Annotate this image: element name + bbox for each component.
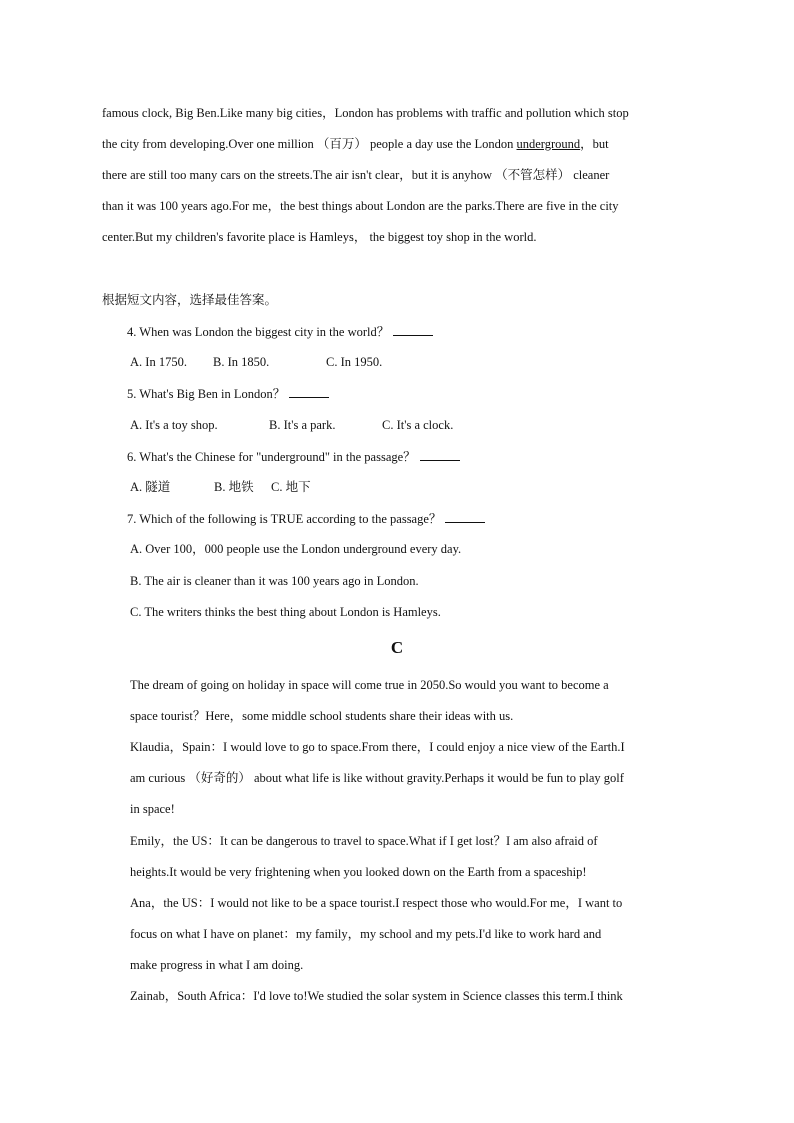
section-heading: C [390,638,404,657]
passage-line: than it was 100 years ago.For me，the best things about London are the parks.There are five in the city [102,199,619,213]
passage-line: there are still too many cars on the streets.The air isn't clear，but it is anyhow （不管怎样） cleaner [102,168,610,182]
question-4 [127,323,433,340]
passage-line [102,136,609,152]
option-c[interactable]: C. It's a clock. [382,418,454,432]
option-a[interactable]: A. It's a toy shop. [130,418,218,432]
question-7 [127,510,485,527]
answer-blank[interactable] [393,323,433,336]
passage-line: heights.It would be very frightening when you looked down on the Earth from a spaceship! [130,865,587,879]
underlined-word: underground [516,137,581,151]
answer-blank[interactable] [289,385,329,398]
option-a[interactable]: A. In 1750. [130,355,187,369]
passage-text: ，but [580,137,609,151]
passage-line: famous clock, Big Ben.Like many big cities，London has problems with traffic and pollution which stop [102,106,629,120]
options-6 [130,479,311,495]
passage-line: Ana，the US：I would not like to be a space tourist.I respect those who would.For me，I want to [130,896,623,910]
option-c[interactable]: C. In 1950. [326,355,383,369]
question-text: 4. When was London the biggest city in the world？ [127,325,390,339]
passage-line: focus on what I have on planet：my family，my school and my pets.I'd like to work hard and [130,927,602,941]
option-a[interactable]: A. 隧道 [130,480,171,494]
instruction: 根据短文内容，选择最佳答案。 [102,293,278,307]
passage-line: center.But my children's favorite place is Hamleys， the biggest toy shop in the world. [102,230,537,244]
question-text: 6. What's the Chinese for "underground" in the passage？ [127,450,416,464]
passage-line: in space! [130,802,175,816]
passage-text: the city from developing.Over one million （百万） people a day use the London [102,137,517,151]
option-b[interactable]: B. In 1850. [213,355,270,369]
option-b[interactable]: B. It's a park. [269,418,336,432]
option-c[interactable]: C. 地下 [271,480,311,494]
options-4 [130,354,382,370]
passage-line: The dream of going on holiday in space will come true in 2050.So would you want to become a [130,678,609,692]
option-b[interactable]: B. The air is cleaner than it was 100 years ago in London. [130,574,419,588]
answer-blank[interactable] [445,510,485,523]
option-a[interactable]: A. Over 100，000 people use the London underground every day. [130,542,462,556]
option-c[interactable]: C. The writers thinks the best thing about London is Hamleys. [130,605,441,619]
passage-line: am curious （好奇的） about what life is like without gravity.Perhaps it would be fun to play golf [130,771,624,785]
question-5 [127,385,329,402]
passage-line: Emily，the US：It can be dangerous to travel to space.What if I get lost？I am also afraid of [130,834,598,848]
passage-line: space tourist？Here，some middle school students share their ideas with us. [130,709,514,723]
option-b[interactable]: B. 地铁 [214,480,254,494]
question-6 [127,448,460,465]
passage-line: make progress in what I am doing. [130,958,304,972]
passage-line: Zainab，South Africa：I'd love to!We studied the solar system in Science classes this term.I think [130,989,623,1003]
options-5 [130,417,453,433]
passage-line: Klaudia，Spain：I would love to go to space.From there，I could enjoy a nice view of the Earth.I [130,740,625,754]
question-text: 7. Which of the following is TRUE according to the passage？ [127,512,442,526]
question-text: 5. What's Big Ben in London？ [127,387,286,401]
answer-blank[interactable] [420,448,460,461]
